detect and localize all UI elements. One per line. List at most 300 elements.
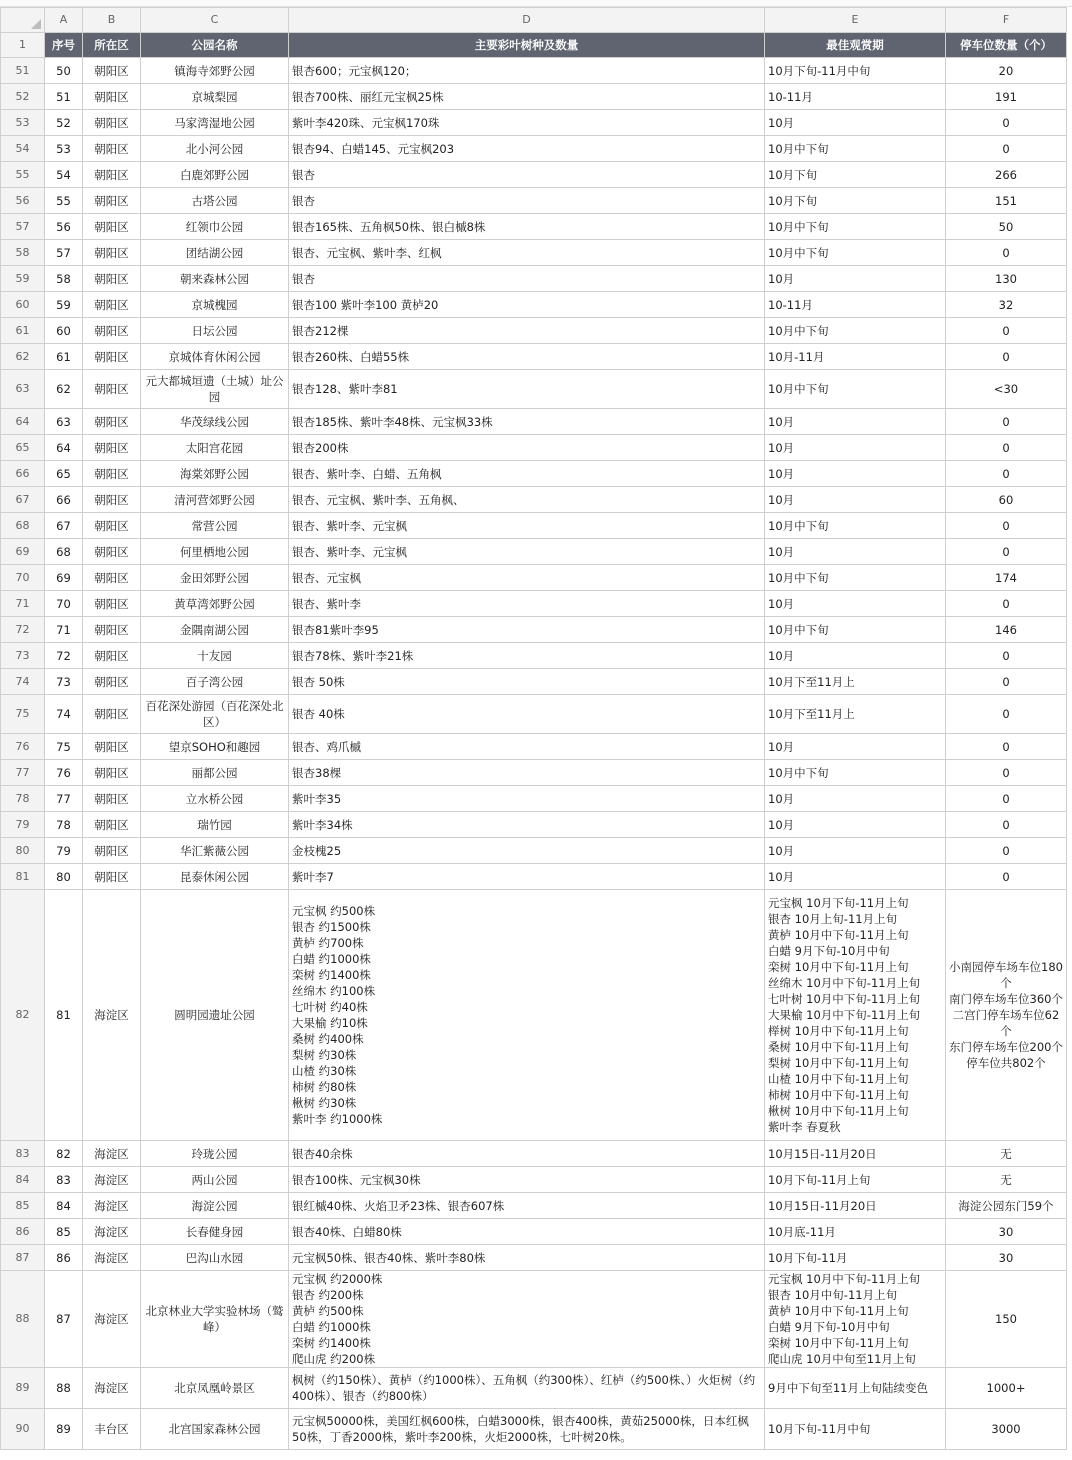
cell-park[interactable]: 华茂绿线公园 bbox=[141, 409, 289, 435]
cell-parking[interactable]: 0 bbox=[946, 695, 1067, 734]
cell-park[interactable]: 立水桥公园 bbox=[141, 786, 289, 812]
cell-trees[interactable]: 银杏100株、元宝枫30株 bbox=[289, 1167, 765, 1193]
cell-parking[interactable]: 0 bbox=[946, 435, 1067, 461]
cell-park[interactable]: 京城槐园 bbox=[141, 292, 289, 318]
row-number[interactable]: 66 bbox=[1, 461, 45, 487]
cell-period[interactable]: 10月 bbox=[765, 786, 946, 812]
cell-parking[interactable]: 0 bbox=[946, 409, 1067, 435]
cell-park[interactable]: 清河营郊野公园 bbox=[141, 487, 289, 513]
cell-period[interactable]: 10月-11月 bbox=[765, 344, 946, 370]
cell-park[interactable]: 两山公园 bbox=[141, 1167, 289, 1193]
cell-park[interactable]: 北京凤凰岭景区 bbox=[141, 1368, 289, 1409]
cell-period[interactable]: 元宝枫 10月下旬-11月上旬 银杏 10月上旬-11月上旬 黄栌 10月中下旬-11月上旬 白蜡 9月下旬-10月中旬 栾树 10月中下旬-11月上旬 丝绵木 10月中下旬-11月上旬 七叶树 10月中下旬-11月上旬 大果榆 10月中下旬-11月上旬 榉树 10月中下旬-11月上旬 桑树 10月中下旬-11月上旬 梨树 10月中下旬-11月上旬 山楂 10月中下旬-11月上旬 柿树 10月中下旬-11月上旬 楸树 10月中下旬-11月上旬 紫叶李 春夏秋 bbox=[765, 890, 946, 1141]
row-number[interactable]: 53 bbox=[1, 110, 45, 136]
row-number[interactable]: 84 bbox=[1, 1167, 45, 1193]
column-header-a[interactable]: A bbox=[45, 8, 83, 33]
cell-district[interactable]: 朝阳区 bbox=[83, 188, 141, 214]
cell-period[interactable]: 10月 bbox=[765, 487, 946, 513]
cell-district[interactable]: 朝阳区 bbox=[83, 409, 141, 435]
cell-no[interactable]: 67 bbox=[45, 513, 83, 539]
cell-period[interactable]: 10月15日-11月20日 bbox=[765, 1193, 946, 1219]
cell-parking[interactable]: 146 bbox=[946, 617, 1067, 643]
cell-parking[interactable]: 0 bbox=[946, 110, 1067, 136]
cell-no[interactable]: 78 bbox=[45, 812, 83, 838]
cell-parking[interactable]: 0 bbox=[946, 513, 1067, 539]
cell-district[interactable]: 朝阳区 bbox=[83, 864, 141, 890]
column-header-d[interactable]: D bbox=[289, 8, 765, 33]
row-number[interactable]: 79 bbox=[1, 812, 45, 838]
cell-trees[interactable]: 银杏 bbox=[289, 266, 765, 292]
cell-trees[interactable]: 银杏700株、丽红元宝枫25株 bbox=[289, 84, 765, 110]
table-row bbox=[1, 1368, 1067, 1409]
cell-trees[interactable]: 银杏600；元宝枫120； bbox=[289, 58, 765, 84]
cell-trees[interactable]: 银杏212棵 bbox=[289, 318, 765, 344]
cell-period[interactable]: 10月中下旬 bbox=[765, 214, 946, 240]
cell-no[interactable]: 87 bbox=[45, 1271, 83, 1368]
row-number[interactable]: 80 bbox=[1, 838, 45, 864]
cell-period[interactable]: 10-11月 bbox=[765, 292, 946, 318]
cell-park[interactable]: 北宫国家森林公园 bbox=[141, 1409, 289, 1450]
cell-district[interactable]: 朝阳区 bbox=[83, 487, 141, 513]
row-number[interactable]: 68 bbox=[1, 513, 45, 539]
cell-trees[interactable]: 紫叶李35 bbox=[289, 786, 765, 812]
cell-period[interactable]: 10月 bbox=[765, 110, 946, 136]
cell-parking[interactable]: 174 bbox=[946, 565, 1067, 591]
cell-no[interactable]: 57 bbox=[45, 240, 83, 266]
cell-trees[interactable]: 银杏、元宝枫 bbox=[289, 565, 765, 591]
cell-park[interactable]: 常营公园 bbox=[141, 513, 289, 539]
cell-trees[interactable]: 银杏78株、紫叶李21株 bbox=[289, 643, 765, 669]
cell-parking[interactable]: 0 bbox=[946, 344, 1067, 370]
row-number[interactable]: 65 bbox=[1, 435, 45, 461]
cell-no[interactable]: 54 bbox=[45, 162, 83, 188]
cell-trees[interactable]: 银杏185株、紫叶李48株、元宝枫33株 bbox=[289, 409, 765, 435]
cell-district[interactable]: 朝阳区 bbox=[83, 435, 141, 461]
cell-trees[interactable]: 银杏 bbox=[289, 162, 765, 188]
cell-no[interactable]: 81 bbox=[45, 890, 83, 1141]
cell-no[interactable]: 64 bbox=[45, 435, 83, 461]
cell-parking[interactable]: 0 bbox=[946, 760, 1067, 786]
cell-period[interactable]: 10月中下旬 bbox=[765, 318, 946, 344]
cell-no[interactable]: 72 bbox=[45, 643, 83, 669]
cell-park[interactable]: 金隅南湖公园 bbox=[141, 617, 289, 643]
cell-parking[interactable]: 0 bbox=[946, 734, 1067, 760]
cell-parking[interactable]: 3000 bbox=[946, 1409, 1067, 1450]
cell-district[interactable]: 朝阳区 bbox=[83, 617, 141, 643]
select-all-corner[interactable] bbox=[1, 8, 45, 33]
cell-trees[interactable]: 银杏、紫叶李、白蜡、五角枫 bbox=[289, 461, 765, 487]
cell-district[interactable]: 朝阳区 bbox=[83, 370, 141, 409]
cell-trees[interactable]: 银杏200株 bbox=[289, 435, 765, 461]
cell-district[interactable]: 朝阳区 bbox=[83, 838, 141, 864]
row-number[interactable]: 1 bbox=[1, 33, 45, 58]
cell-trees[interactable]: 银红槭40株、火焰卫矛23株、银杏607株 bbox=[289, 1193, 765, 1219]
row-number[interactable]: 88 bbox=[1, 1271, 45, 1368]
row-number[interactable]: 57 bbox=[1, 214, 45, 240]
cell-no[interactable]: 65 bbox=[45, 461, 83, 487]
cell-trees[interactable]: 银杏 50株 bbox=[289, 669, 765, 695]
table-row bbox=[1, 838, 1067, 864]
cell-no[interactable]: 60 bbox=[45, 318, 83, 344]
cell-parking[interactable]: 0 bbox=[946, 318, 1067, 344]
cell-park[interactable]: 京城梨园 bbox=[141, 84, 289, 110]
cell-district[interactable]: 朝阳区 bbox=[83, 318, 141, 344]
header-cell-parking[interactable]: 停车位数量（个） bbox=[946, 33, 1067, 58]
cell-no[interactable]: 74 bbox=[45, 695, 83, 734]
cell-park[interactable]: 玲珑公园 bbox=[141, 1141, 289, 1167]
row-number[interactable]: 72 bbox=[1, 617, 45, 643]
cell-park[interactable]: 长春健身园 bbox=[141, 1219, 289, 1245]
cell-district[interactable]: 朝阳区 bbox=[83, 786, 141, 812]
cell-trees[interactable]: 紫叶李34株 bbox=[289, 812, 765, 838]
cell-period[interactable]: 10月中下旬 bbox=[765, 370, 946, 409]
row-number[interactable]: 62 bbox=[1, 344, 45, 370]
cell-period[interactable]: 10月中下旬 bbox=[765, 136, 946, 162]
cell-parking[interactable]: 266 bbox=[946, 162, 1067, 188]
cell-period[interactable]: 10月中下旬 bbox=[765, 760, 946, 786]
cell-no[interactable]: 59 bbox=[45, 292, 83, 318]
cell-parking[interactable]: 0 bbox=[946, 643, 1067, 669]
row-number[interactable]: 63 bbox=[1, 370, 45, 409]
cell-district[interactable]: 朝阳区 bbox=[83, 695, 141, 734]
cell-no[interactable]: 70 bbox=[45, 591, 83, 617]
cell-period[interactable]: 10月 bbox=[765, 643, 946, 669]
header-cell-district[interactable]: 所在区 bbox=[83, 33, 141, 58]
cell-trees[interactable]: 银杏128、紫叶李81 bbox=[289, 370, 765, 409]
cell-parking[interactable]: 32 bbox=[946, 292, 1067, 318]
cell-period[interactable]: 10月 bbox=[765, 812, 946, 838]
table-row bbox=[1, 864, 1067, 890]
cell-no[interactable]: 83 bbox=[45, 1167, 83, 1193]
cell-period[interactable]: 10月下旬-11月上旬 bbox=[765, 1167, 946, 1193]
cell-district[interactable]: 朝阳区 bbox=[83, 136, 141, 162]
cell-parking[interactable]: 0 bbox=[946, 838, 1067, 864]
cell-trees[interactable]: 银杏、紫叶李 bbox=[289, 591, 765, 617]
cell-park[interactable]: 瑞竹园 bbox=[141, 812, 289, 838]
header-cell-no[interactable]: 序号 bbox=[45, 33, 83, 58]
cell-park[interactable]: 古塔公园 bbox=[141, 188, 289, 214]
cell-period[interactable]: 10月 bbox=[765, 591, 946, 617]
row-number[interactable]: 81 bbox=[1, 864, 45, 890]
cell-no[interactable]: 53 bbox=[45, 136, 83, 162]
cell-trees[interactable]: 银杏38棵 bbox=[289, 760, 765, 786]
cell-period[interactable]: 10-11月 bbox=[765, 84, 946, 110]
cell-trees[interactable]: 银杏、鸡爪槭 bbox=[289, 734, 765, 760]
cell-no[interactable]: 50 bbox=[45, 58, 83, 84]
cell-no[interactable]: 71 bbox=[45, 617, 83, 643]
cell-park[interactable]: 太阳宫花园 bbox=[141, 435, 289, 461]
column-header-c[interactable]: C bbox=[141, 8, 289, 33]
cell-park[interactable]: 白鹿郊野公园 bbox=[141, 162, 289, 188]
cell-trees[interactable]: 银杏260株、白蜡55株 bbox=[289, 344, 765, 370]
cell-district[interactable]: 朝阳区 bbox=[83, 734, 141, 760]
row-number[interactable]: 83 bbox=[1, 1141, 45, 1167]
cell-no[interactable]: 80 bbox=[45, 864, 83, 890]
row-number[interactable]: 55 bbox=[1, 162, 45, 188]
row-number[interactable]: 71 bbox=[1, 591, 45, 617]
cell-trees[interactable]: 银杏165株、五角枫50株、银白槭8株 bbox=[289, 214, 765, 240]
cell-no[interactable]: 86 bbox=[45, 1245, 83, 1271]
cell-parking[interactable]: 0 bbox=[946, 669, 1067, 695]
row-number[interactable]: 69 bbox=[1, 539, 45, 565]
row-number[interactable]: 87 bbox=[1, 1245, 45, 1271]
cell-district[interactable]: 朝阳区 bbox=[83, 760, 141, 786]
cell-period[interactable]: 10月 bbox=[765, 409, 946, 435]
header-cell-trees[interactable]: 主要彩叶树种及数量 bbox=[289, 33, 765, 58]
cell-no[interactable]: 77 bbox=[45, 786, 83, 812]
cell-parking[interactable]: 20 bbox=[946, 58, 1067, 84]
cell-period[interactable]: 10月下旬-11月中旬 bbox=[765, 58, 946, 84]
cell-trees[interactable]: 银杏40株、白蜡80株 bbox=[289, 1219, 765, 1245]
cell-district[interactable]: 朝阳区 bbox=[83, 240, 141, 266]
row-number[interactable]: 70 bbox=[1, 565, 45, 591]
cell-parking[interactable]: 海淀公园东门59个 bbox=[946, 1193, 1067, 1219]
cell-trees[interactable]: 银杏81紫叶李95 bbox=[289, 617, 765, 643]
row-number[interactable]: 64 bbox=[1, 409, 45, 435]
cell-district[interactable]: 海淀区 bbox=[83, 1193, 141, 1219]
cell-no[interactable]: 52 bbox=[45, 110, 83, 136]
row-number[interactable]: 85 bbox=[1, 1193, 45, 1219]
cell-park[interactable]: 北小河公园 bbox=[141, 136, 289, 162]
cell-park[interactable]: 元大都城垣遗（土城）址公园 bbox=[141, 370, 289, 409]
row-number[interactable]: 74 bbox=[1, 669, 45, 695]
cell-district[interactable]: 丰台区 bbox=[83, 1409, 141, 1450]
cell-trees[interactable]: 元宝枫50株、银杏40株、紫叶李80株 bbox=[289, 1245, 765, 1271]
cell-period[interactable]: 10月下至11月上 bbox=[765, 695, 946, 734]
row-number[interactable]: 78 bbox=[1, 786, 45, 812]
cell-district[interactable]: 海淀区 bbox=[83, 1141, 141, 1167]
cell-period[interactable]: 10月 bbox=[765, 838, 946, 864]
row-number[interactable]: 77 bbox=[1, 760, 45, 786]
cell-parking[interactable]: 0 bbox=[946, 136, 1067, 162]
cell-park[interactable]: 镇海寺郊野公园 bbox=[141, 58, 289, 84]
cell-district[interactable]: 海淀区 bbox=[83, 1271, 141, 1368]
cell-park[interactable]: 望京SOHO和趣园 bbox=[141, 734, 289, 760]
cell-park[interactable]: 北京林业大学实验林场（鹫峰） bbox=[141, 1271, 289, 1368]
row-number[interactable]: 76 bbox=[1, 734, 45, 760]
cell-park[interactable]: 百花深处游园（百花深处北区） bbox=[141, 695, 289, 734]
cell-trees[interactable]: 元宝枫 约2000株 银杏 约200株 黄栌 约500株 白蜡 约1000株 栾树 约1400株 爬山虎 约200株 bbox=[289, 1271, 765, 1368]
row-number[interactable]: 82 bbox=[1, 890, 45, 1141]
cell-no[interactable]: 82 bbox=[45, 1141, 83, 1167]
cell-parking[interactable]: 50 bbox=[946, 214, 1067, 240]
cell-period[interactable]: 10月下旬-11月 bbox=[765, 1245, 946, 1271]
cell-no[interactable]: 76 bbox=[45, 760, 83, 786]
cell-district[interactable]: 海淀区 bbox=[83, 1245, 141, 1271]
cell-parking[interactable]: 无 bbox=[946, 1167, 1067, 1193]
cell-parking[interactable]: 0 bbox=[946, 864, 1067, 890]
cell-no[interactable]: 89 bbox=[45, 1409, 83, 1450]
cell-parking[interactable]: 小南园停车场车位180个 南门停车场车位360个 二宫门停车场车位62个 东门停车场车位200个 停车位共802个 bbox=[946, 890, 1067, 1141]
cell-period[interactable]: 9月中下旬至11月上旬陆续变色 bbox=[765, 1368, 946, 1409]
cell-district[interactable]: 朝阳区 bbox=[83, 513, 141, 539]
cell-district[interactable]: 海淀区 bbox=[83, 1368, 141, 1409]
cell-no[interactable]: 84 bbox=[45, 1193, 83, 1219]
cell-park[interactable]: 华汇紫薇公园 bbox=[141, 838, 289, 864]
cell-trees[interactable]: 银杏 bbox=[289, 188, 765, 214]
cell-park[interactable]: 何里栖地公园 bbox=[141, 539, 289, 565]
cell-district[interactable]: 朝阳区 bbox=[83, 58, 141, 84]
cell-period[interactable]: 10月底-11月 bbox=[765, 1219, 946, 1245]
cell-trees[interactable]: 紫叶李7 bbox=[289, 864, 765, 890]
cell-no[interactable]: 75 bbox=[45, 734, 83, 760]
row-number[interactable]: 61 bbox=[1, 318, 45, 344]
cell-trees[interactable]: 银杏94、白蜡145、元宝枫203 bbox=[289, 136, 765, 162]
cell-park[interactable]: 圆明园遗址公园 bbox=[141, 890, 289, 1141]
cell-parking[interactable]: 151 bbox=[946, 188, 1067, 214]
cell-trees[interactable]: 枫树（约150株）、黄栌（约1000株）、五角枫（约300株）、红栌（约500株、）火炬树（约400株）、银杏（约800株） bbox=[289, 1368, 765, 1409]
cell-no[interactable]: 88 bbox=[45, 1368, 83, 1409]
cell-trees[interactable]: 紫叶李420珠、元宝枫170珠 bbox=[289, 110, 765, 136]
cell-trees[interactable]: 银杏100 紫叶李100 黄栌20 bbox=[289, 292, 765, 318]
table-row bbox=[1, 617, 1067, 643]
cell-park[interactable]: 海淀公园 bbox=[141, 1193, 289, 1219]
cell-trees[interactable]: 银杏 40株 bbox=[289, 695, 765, 734]
cell-trees[interactable]: 银杏、紫叶李、元宝枫 bbox=[289, 513, 765, 539]
cell-period[interactable]: 10月15日-11月20日 bbox=[765, 1141, 946, 1167]
cell-district[interactable]: 朝阳区 bbox=[83, 214, 141, 240]
cell-district[interactable]: 朝阳区 bbox=[83, 812, 141, 838]
cell-no[interactable]: 66 bbox=[45, 487, 83, 513]
cell-district[interactable]: 朝阳区 bbox=[83, 565, 141, 591]
cell-park[interactable]: 马家湾湿地公园 bbox=[141, 110, 289, 136]
table-row bbox=[1, 292, 1067, 318]
cell-park[interactable]: 红领巾公园 bbox=[141, 214, 289, 240]
cell-period[interactable]: 10月 bbox=[765, 266, 946, 292]
cell-park[interactable]: 丽都公园 bbox=[141, 760, 289, 786]
row-number[interactable]: 54 bbox=[1, 136, 45, 162]
row-number[interactable]: 73 bbox=[1, 643, 45, 669]
cell-no[interactable]: 73 bbox=[45, 669, 83, 695]
cell-no[interactable]: 69 bbox=[45, 565, 83, 591]
cell-no[interactable]: 62 bbox=[45, 370, 83, 409]
cell-period[interactable]: 10月 bbox=[765, 539, 946, 565]
cell-parking[interactable]: 无 bbox=[946, 1141, 1067, 1167]
row-number[interactable]: 89 bbox=[1, 1368, 45, 1409]
cell-district[interactable]: 朝阳区 bbox=[83, 266, 141, 292]
cell-district[interactable]: 海淀区 bbox=[83, 1167, 141, 1193]
cell-park[interactable]: 昆泰休闲公园 bbox=[141, 864, 289, 890]
cell-district[interactable]: 朝阳区 bbox=[83, 162, 141, 188]
cell-district[interactable]: 朝阳区 bbox=[83, 591, 141, 617]
cell-no[interactable]: 63 bbox=[45, 409, 83, 435]
cell-period[interactable]: 10月中下旬 bbox=[765, 617, 946, 643]
cell-trees[interactable]: 元宝枫 约500株 银杏 约1500株 黄栌 约700株 白蜡 约1000株 栾树 约1400株 丝绵木 约100株 七叶树 约40株 大果榆 约10株 桑树 约400株 梨树 约30株 山楂 约30株 柿树 约80株 楸树 约30株 紫叶李 约1000株 bbox=[289, 890, 765, 1141]
cell-district[interactable]: 朝阳区 bbox=[83, 292, 141, 318]
cell-period[interactable]: 10月中下旬 bbox=[765, 565, 946, 591]
cell-district[interactable]: 朝阳区 bbox=[83, 461, 141, 487]
row-number[interactable]: 52 bbox=[1, 84, 45, 110]
cell-period[interactable]: 元宝枫 10月中下旬-11月上旬 银杏 10月中旬-11月上旬 黄栌 10月中下旬-11月上旬 白蜡 9月下旬-10月中旬 栾树 10月中下旬-11月上旬 爬山虎 10月中旬至11月上旬 bbox=[765, 1271, 946, 1368]
cell-parking[interactable]: 191 bbox=[946, 84, 1067, 110]
cell-parking[interactable]: 30 bbox=[946, 1245, 1067, 1271]
cell-period[interactable]: 10月下旬 bbox=[765, 162, 946, 188]
row-number[interactable]: 51 bbox=[1, 58, 45, 84]
cell-period[interactable]: 10月中下旬 bbox=[765, 513, 946, 539]
cell-district[interactable]: 海淀区 bbox=[83, 890, 141, 1141]
cell-district[interactable]: 海淀区 bbox=[83, 1219, 141, 1245]
cell-no[interactable]: 61 bbox=[45, 344, 83, 370]
cell-period[interactable]: 10月下旬 bbox=[765, 188, 946, 214]
cell-trees[interactable]: 银杏40余株 bbox=[289, 1141, 765, 1167]
cell-district[interactable]: 朝阳区 bbox=[83, 110, 141, 136]
cell-park[interactable]: 朝来森林公园 bbox=[141, 266, 289, 292]
cell-district[interactable]: 朝阳区 bbox=[83, 539, 141, 565]
cell-period[interactable]: 10月 bbox=[765, 461, 946, 487]
cell-parking[interactable]: 130 bbox=[946, 266, 1067, 292]
row-number[interactable]: 59 bbox=[1, 266, 45, 292]
row-number[interactable]: 67 bbox=[1, 487, 45, 513]
cell-period[interactable]: 10月 bbox=[765, 864, 946, 890]
cell-park[interactable]: 团结湖公园 bbox=[141, 240, 289, 266]
cell-parking[interactable]: 0 bbox=[946, 539, 1067, 565]
row-number[interactable]: 86 bbox=[1, 1219, 45, 1245]
cell-district[interactable]: 朝阳区 bbox=[83, 669, 141, 695]
cell-park[interactable]: 日坛公园 bbox=[141, 318, 289, 344]
cell-parking[interactable]: 30 bbox=[946, 1219, 1067, 1245]
row-number[interactable]: 56 bbox=[1, 188, 45, 214]
cell-trees[interactable]: 金枝槐25 bbox=[289, 838, 765, 864]
cell-trees[interactable]: 银杏、紫叶李、元宝枫 bbox=[289, 539, 765, 565]
column-header-f[interactable]: F bbox=[946, 8, 1067, 33]
cell-park[interactable]: 京城体育休闲公园 bbox=[141, 344, 289, 370]
cell-district[interactable]: 朝阳区 bbox=[83, 643, 141, 669]
column-header-e[interactable]: E bbox=[765, 8, 946, 33]
cell-no[interactable]: 51 bbox=[45, 84, 83, 110]
cell-parking[interactable]: 0 bbox=[946, 786, 1067, 812]
cell-no[interactable]: 79 bbox=[45, 838, 83, 864]
cell-no[interactable]: 56 bbox=[45, 214, 83, 240]
cell-no[interactable]: 55 bbox=[45, 188, 83, 214]
cell-parking[interactable]: 60 bbox=[946, 487, 1067, 513]
cell-parking[interactable]: 0 bbox=[946, 240, 1067, 266]
header-cell-period[interactable]: 最佳观赏期 bbox=[765, 33, 946, 58]
cell-period[interactable]: 10月下旬-11月中旬 bbox=[765, 1409, 946, 1450]
row-number[interactable]: 58 bbox=[1, 240, 45, 266]
cell-park[interactable]: 海棠郊野公园 bbox=[141, 461, 289, 487]
cell-trees[interactable]: 银杏、元宝枫、紫叶李、红枫 bbox=[289, 240, 765, 266]
row-number[interactable]: 90 bbox=[1, 1409, 45, 1450]
cell-parking[interactable]: 150 bbox=[946, 1271, 1067, 1368]
cell-parking[interactable]: 0 bbox=[946, 812, 1067, 838]
cell-park[interactable]: 巴沟山水园 bbox=[141, 1245, 289, 1271]
cell-period[interactable]: 10月 bbox=[765, 435, 946, 461]
cell-district[interactable]: 朝阳区 bbox=[83, 344, 141, 370]
cell-no[interactable]: 68 bbox=[45, 539, 83, 565]
row-number[interactable]: 75 bbox=[1, 695, 45, 734]
cell-district[interactable]: 朝阳区 bbox=[83, 84, 141, 110]
column-header-b[interactable]: B bbox=[83, 8, 141, 33]
cell-trees[interactable]: 元宝枫50000株，美国红枫600株，白蜡3000株，银杏400株，黄茹25000株，日本红枫50株，丁香2000株，紫叶李200株，火炬2000株，七叶树20株。 bbox=[289, 1409, 765, 1450]
cell-no[interactable]: 85 bbox=[45, 1219, 83, 1245]
cell-parking[interactable]: 0 bbox=[946, 461, 1067, 487]
cell-park[interactable]: 黄草湾郊野公园 bbox=[141, 591, 289, 617]
cell-park[interactable]: 十友园 bbox=[141, 643, 289, 669]
cell-period[interactable]: 10月下至11月上 bbox=[765, 669, 946, 695]
cell-period[interactable]: 10月中下旬 bbox=[765, 240, 946, 266]
cell-park[interactable]: 百子湾公园 bbox=[141, 669, 289, 695]
cell-no[interactable]: 58 bbox=[45, 266, 83, 292]
table-row bbox=[1, 890, 1067, 1141]
cell-period[interactable]: 10月 bbox=[765, 734, 946, 760]
cell-trees[interactable]: 银杏、元宝枫、紫叶李、五角枫、 bbox=[289, 487, 765, 513]
cell-parking[interactable]: 1000+ bbox=[946, 1368, 1067, 1409]
cell-parking[interactable]: 0 bbox=[946, 591, 1067, 617]
header-cell-park[interactable]: 公园名称 bbox=[141, 33, 289, 58]
row-number[interactable]: 60 bbox=[1, 292, 45, 318]
cell-park[interactable]: 金田郊野公园 bbox=[141, 565, 289, 591]
cell-parking[interactable]: <30 bbox=[946, 370, 1067, 409]
